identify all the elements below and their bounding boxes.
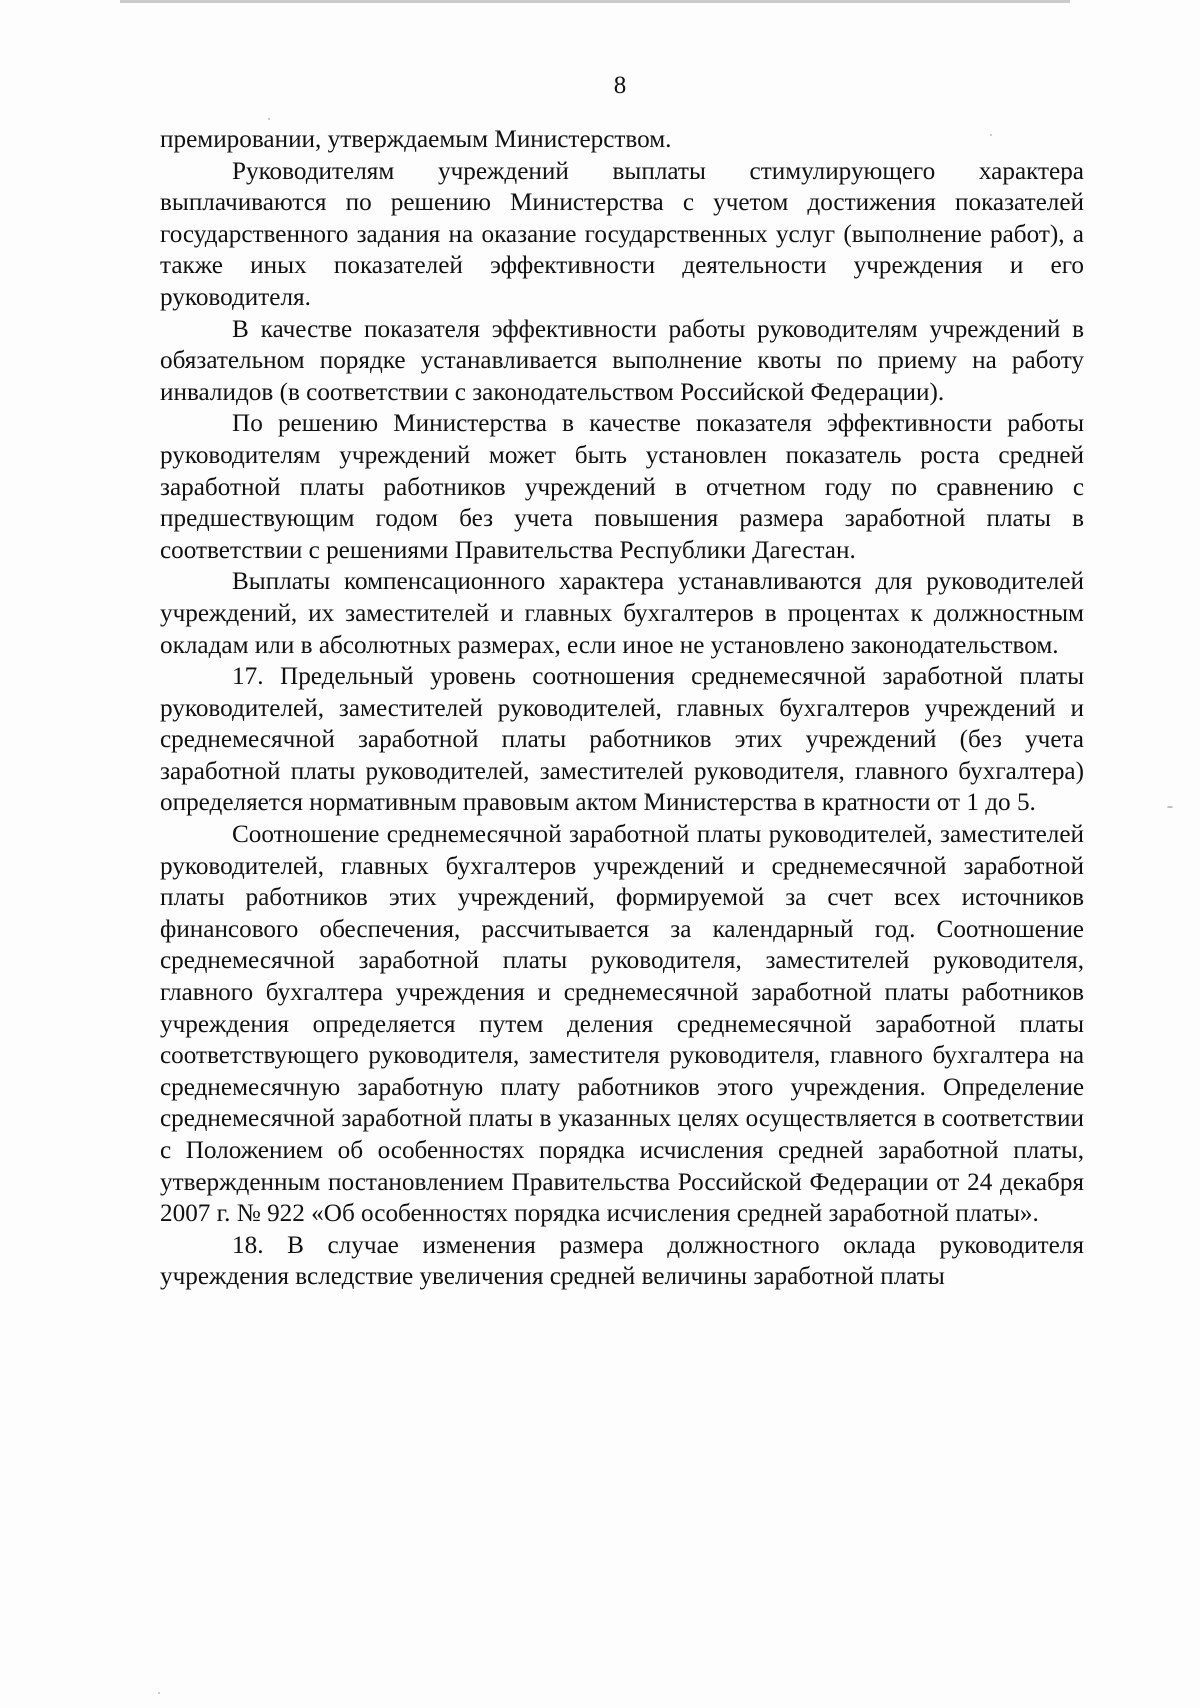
- paragraph-continuation: премировании, утверждаемым Министерством.: [160, 126, 672, 153]
- paragraph-clause-18: 18. В случае изменения размера должностного оклада руководителя учреждения вследствие увеличения средней величины заработной платы: [160, 1231, 1084, 1291]
- paragraph-compensation-payments: Выплаты компенсационного характера устанавливаются для руководителей учреждений, их заместителей и главных бухгалтеров в процентах к должностным окладам или в абсолютных размерах, если иное не установлено законодательством.: [160, 568, 1084, 659]
- paragraph-salary-ratio: Соотношение среднемесячной заработной платы руководителей, заместителей руководителей, главных бухгалтеров учреждений и среднемесячной заработной платы работников этих учреждений, формируемой за счет всех источников финансового обеспечения, рассчитывается за календарный год. Соотношение среднемесячной заработной платы руководителя, заместителей руководителя, главного бухгалтера учреждения и среднемесячной заработной платы работников учреждения определяется путем деления среднемесячной заработной платы соответствующего руководителя, заместителя руководителя, главного бухгалтера на среднемесячную заработную плату работников этого учреждения. Определение среднемесячной заработной платы в указанных целях осуществляется в соответствии с Положением об особенностях порядка исчисления средней заработной платы, утвержденным постановлением Правительства Российской Федерации от 24 декабря 2007 г. № 922 «Об особенностях порядка исчисления средней заработной платы».: [160, 821, 1084, 1228]
- scan-speck: [1167, 806, 1173, 808]
- document-body: [160, 124, 1084, 1293]
- paragraph-incentive-payments: Руководителям учреждений выплаты стимулирующего характера выплачиваются по решению Министерства с учетом достижения показателей государственного задания на оказание государственных услуг (выполнение работ), а также иных показателей эффективности деятельности учреждения и его руководителя.: [160, 157, 1084, 311]
- scan-speck: [268, 118, 270, 120]
- scan-speck: [990, 134, 992, 136]
- page-number: 8: [613, 72, 627, 99]
- scan-speck: [158, 1692, 160, 1694]
- scan-top-edge: [120, 0, 1070, 3]
- paragraph-disability-quota: В качестве показателя эффективности работы руководителям учреждений в обязательном порядке устанавливается выполнение квоты по приему на работу инвалидов (в соответствии с законодательством Российской Федерации).: [160, 315, 1084, 406]
- paragraph-salary-growth: По решению Министерства в качестве показателя эффективности работы руководителям учреждений может быть установлен показатель роста средней заработной платы работников учреждений в отчетном году по сравнению с предшествующим годом без учета повышения размера заработной платы в соответствии с решениями Правительства Республики Дагестан.: [160, 410, 1084, 564]
- paragraph-clause-17: 17. Предельный уровень соотношения среднемесячной заработной платы руководителей, заместителей руководителей, главных бухгалтеров учреждений и среднемесячной заработной платы работников этих учреждений (без учета заработной платы руководителей, заместителей руководителя, главного бухгалтера) определяется нормативным правовым актом Министерства в кратности от 1 до 5.: [160, 663, 1084, 817]
